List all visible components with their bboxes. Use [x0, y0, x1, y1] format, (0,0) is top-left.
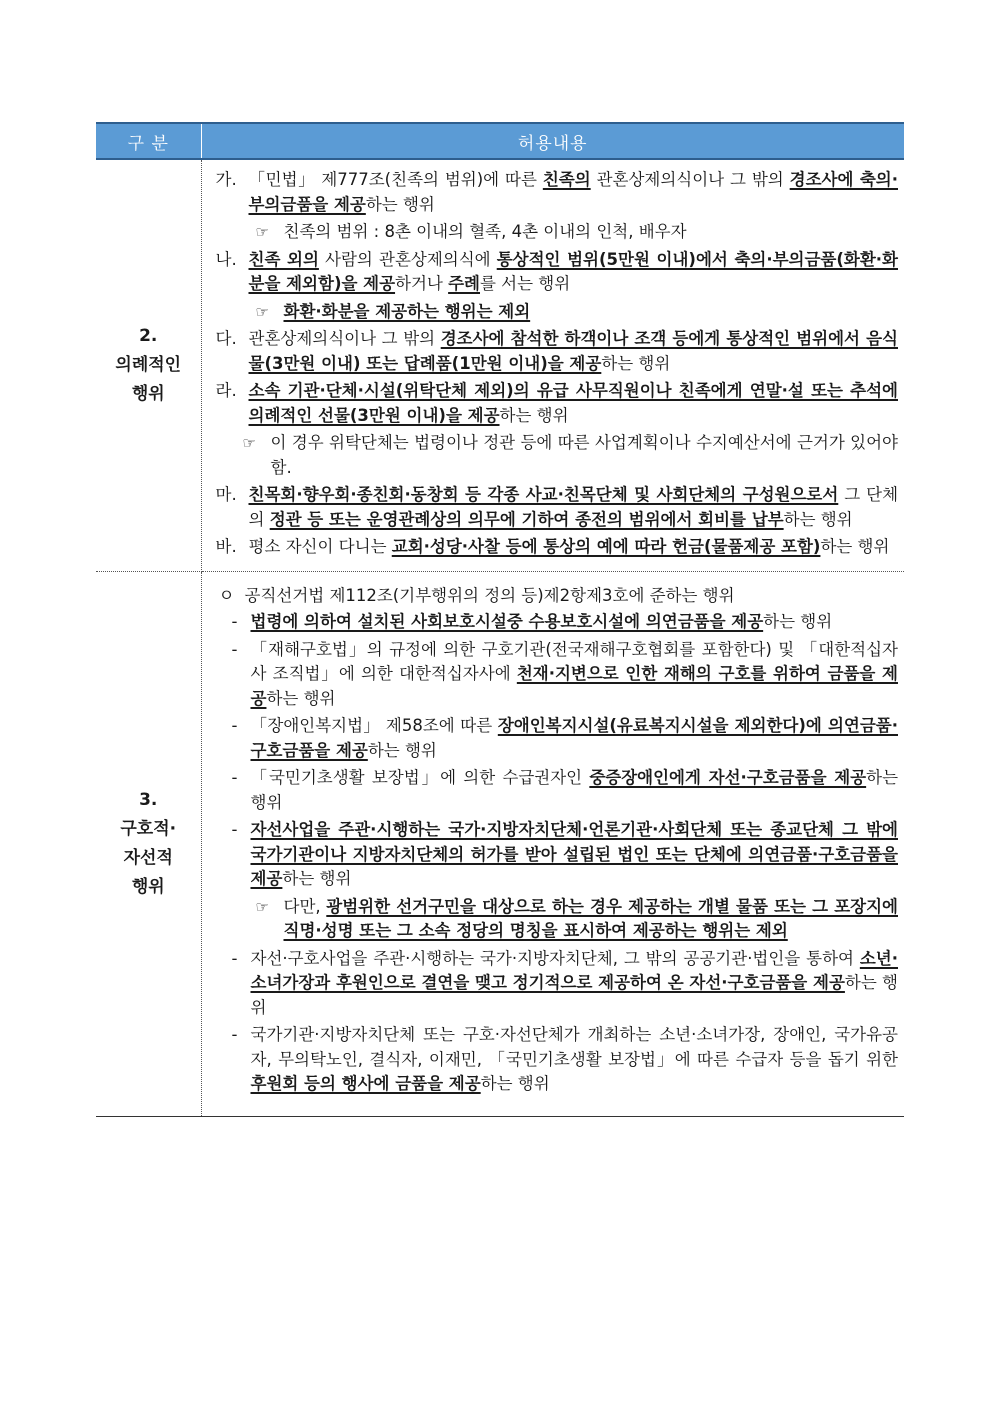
header-content: 허용내용: [201, 123, 904, 159]
item-marker: -: [231, 820, 238, 839]
text-segment: 자선·구호사업을 주관·시행하는 국가·지방자치단체, 그 밖의 공공기관·법인을 통하여: [250, 948, 860, 968]
text-segment: 「장애인복지법」 제58조에 따른: [250, 716, 498, 735]
text-segment: 하는 행위: [820, 537, 890, 556]
text-segment: 「국민기초생활 보장법」에 의한 수급권자인: [250, 768, 590, 787]
item-text: [251, 638, 899, 712]
text-segment: 하거나: [395, 274, 449, 293]
list-item: [216, 168, 899, 217]
table-row: [96, 571, 904, 1116]
item-text: [249, 168, 899, 217]
emphasis-text: 법령에 의하여 설치된 사회보호시설중 수용보호시설에 의연금품을 제공: [250, 612, 764, 631]
list-item: [216, 248, 899, 297]
dash-item: [216, 947, 899, 1021]
item-text: [249, 327, 899, 376]
intro-line: [216, 584, 899, 609]
item-marker: -: [231, 612, 238, 631]
circle-bullet: ㅇ: [218, 585, 235, 605]
text-segment: 관혼상제의식이나 그 밖의: [248, 329, 441, 348]
item-marker: 라.: [215, 381, 237, 400]
text-segment: 를 서는 행위: [480, 274, 571, 293]
item-text: [249, 535, 899, 560]
emphasis-text: 친족의: [542, 170, 591, 189]
intro-text: 공직선거법 제112조(기부행위의 정의 등)제2항제3호에 준하는 행위: [244, 585, 735, 605]
emphasis-text: 주례: [448, 274, 480, 293]
pointing-hand-icon: ☞: [255, 302, 269, 321]
dash-item: [216, 766, 899, 815]
item-marker: -: [231, 1025, 238, 1044]
section3-content: [202, 572, 905, 1116]
list-item: [216, 483, 899, 532]
text-segment: 하는 행위: [282, 869, 352, 888]
dash-item: [216, 610, 899, 635]
category-label: 의례적인: [115, 354, 182, 375]
text-segment: 관혼상제의식이나 그 밖의: [590, 170, 790, 189]
category-label: 구호적·: [120, 818, 177, 839]
item-marker: -: [231, 639, 238, 659]
text-segment: 하는 행위: [250, 973, 898, 1017]
text-segment: 사람의 관혼상제의식에: [318, 249, 497, 269]
item-text: [251, 947, 899, 1021]
dash-item: [216, 818, 899, 892]
emphasis-text: 중증장애인에게 자선·구호금품을 제공: [589, 768, 867, 787]
item-marker: 바.: [215, 537, 237, 556]
table-row: [96, 159, 904, 571]
list-item: [216, 379, 899, 428]
dash-item: [216, 638, 899, 712]
dash-item: [216, 1023, 899, 1097]
item-marker: 마.: [215, 485, 237, 504]
category-number: 2.: [139, 325, 158, 346]
emphasis-text: 광범위한 선거구민을 대상으로 하는 경우 제공하는 개별 물품 또는 그 포장지에 직명·성명 또는 그 소속 정당의 명칭을 표시하여 제공하는 행위는 제외: [283, 896, 898, 940]
item-text: [249, 379, 899, 428]
item-text: [271, 431, 899, 480]
item-text: [249, 483, 899, 532]
text-segment: 친족의 범위 : 8촌 이내의 혈족, 4촌 이내의 인척, 배우자: [283, 222, 687, 241]
text-segment: 하는 행위: [480, 1074, 550, 1093]
text-segment: 하는 행위: [783, 509, 853, 529]
item-text: [284, 895, 899, 944]
dash-item: [216, 714, 899, 763]
item-text: [284, 220, 899, 245]
emphasis-text: 교회·성당·사찰 등에 통상의 예에 따라 헌금(물품제공 포함): [391, 537, 821, 556]
section2-content: [202, 160, 905, 571]
text-segment: 「민법」 제777조(친족의 범위)에 따른: [248, 170, 543, 189]
text-segment: 다만,: [283, 896, 327, 916]
item-marker: -: [231, 716, 238, 735]
text-segment: 그 단체의: [248, 485, 899, 529]
emphasis-text: 화환·화분을 제공하는 행위는 제외: [283, 301, 531, 321]
category-label: 행위: [131, 383, 165, 404]
item-text: [284, 300, 899, 325]
note-item: [216, 220, 899, 245]
item-text: [251, 1023, 899, 1097]
item-marker: -: [231, 948, 238, 968]
emphasis-text: 자선사업을 주관·시행하는 국가·지방자치단체·언론기관·사회단체 또는 종교단체 그 밖에 국가기관이나 지방자치단체의 허가를 받아 설립된 법인 또는 단체에 의연금품·구호금품을 제공: [250, 820, 898, 888]
pointing-hand-icon: ☞: [255, 223, 269, 241]
category-number: 3.: [139, 789, 158, 810]
header-category: 구 분: [96, 123, 201, 159]
text-segment: 하는 행위: [499, 405, 569, 425]
emphasis-text: 통상적인 범위(5만원 이내)에서 축의·부의금품(화환·화분을 제외함)을 제공: [248, 249, 898, 293]
text-segment: 이 경우 위탁단체는 법령이나 정관 등에 따른 사업계획이나 수지예산서에 근거가 있어야 함.: [270, 433, 898, 477]
allowance-table: [96, 122, 904, 1117]
text-segment: 국가기관·지방자치단체 또는 구호·자선단체가 개최하는 소년·소녀가장, 장애인, 국가유공자, 무의탁노인, 결식자, 이재민, 「국민기초생활 보장법」에 따른 수급자 등을 돕기 위한: [250, 1025, 898, 1069]
emphasis-text: 후원회 등의 행사에 금품을 제공: [250, 1074, 481, 1093]
emphasis-text: 장애인복지시설(유료복지시설을 제외한다)에 의연금품·구호금품을 제공: [250, 716, 898, 760]
item-text: [251, 766, 899, 815]
text-segment: 하는 행위: [365, 194, 435, 214]
item-marker: 다.: [215, 329, 237, 348]
category-cell: [96, 571, 201, 1116]
item-marker: 나.: [215, 249, 237, 269]
note-item: [216, 300, 899, 325]
pointing-hand-icon: ☞: [255, 897, 269, 916]
list-item: [216, 535, 899, 560]
category-label: 자선적: [123, 847, 173, 868]
emphasis-text: 소년·소녀가장과 후원인으로 결연을 맺고 정기적으로 제공하여 온 자선·구호금품을 제공: [250, 948, 898, 992]
text-segment: 하는 행위: [601, 353, 671, 373]
text-segment: 평소 자신이 다니는: [248, 537, 392, 556]
note-item: [216, 431, 899, 480]
item-text: [251, 610, 899, 635]
item-text: [249, 248, 899, 297]
emphasis-text: 정관 등 또는 운영관례상의 의무에 기하여 종전의 범위에서 회비를 납부: [269, 509, 784, 529]
item-marker: 가.: [215, 170, 237, 189]
text-segment: 하는 행위: [266, 688, 336, 708]
pointing-hand-icon: ☞: [242, 434, 256, 452]
item-text: [251, 714, 899, 763]
emphasis-text: 친족 외의: [248, 249, 319, 269]
list-item: [216, 327, 899, 376]
emphasis-text: 경조사에 축의·부의금품을 제공: [248, 170, 898, 214]
content-cell: [201, 571, 904, 1116]
emphasis-text: 천재·지변으로 인한 재해의 구호를 위하여 금품을 제공: [250, 664, 898, 708]
emphasis-text: 소속 기관·단체·시설(위탁단체 제외)의 유급 사무직원이나 친족에게 연말·설 또는 추석에 의례적인 선물(3만원 이내)을 제공: [248, 381, 898, 425]
emphasis-text: 경조사에 참석한 하객이나 조객 등에게 통상적인 범위에서 음식물(3만원 이내) 또는 답례품(1만원 이내)을 제공: [248, 329, 898, 373]
emphasis-text: 친목회·향우회·종친회·동창회 등 각종 사교·친목단체 및 사회단체의 구성원으로서: [248, 485, 839, 504]
text-segment: 「재해구호법」의 규정에 의한 구호기관(전국재해구호협회를 포함한다) 및 「대한적십자사 조직법」에 의한 대한적십자사에: [250, 639, 898, 683]
category-label: 행위: [131, 876, 165, 897]
text-segment: 하는 행위: [367, 740, 437, 760]
content-cell: [201, 159, 904, 571]
category-cell: [96, 159, 201, 571]
item-marker: -: [231, 768, 238, 787]
text-segment: 하는 행위: [250, 768, 899, 812]
text-segment: 하는 행위: [763, 612, 833, 631]
item-text: [251, 818, 899, 892]
note-item: [216, 895, 899, 944]
